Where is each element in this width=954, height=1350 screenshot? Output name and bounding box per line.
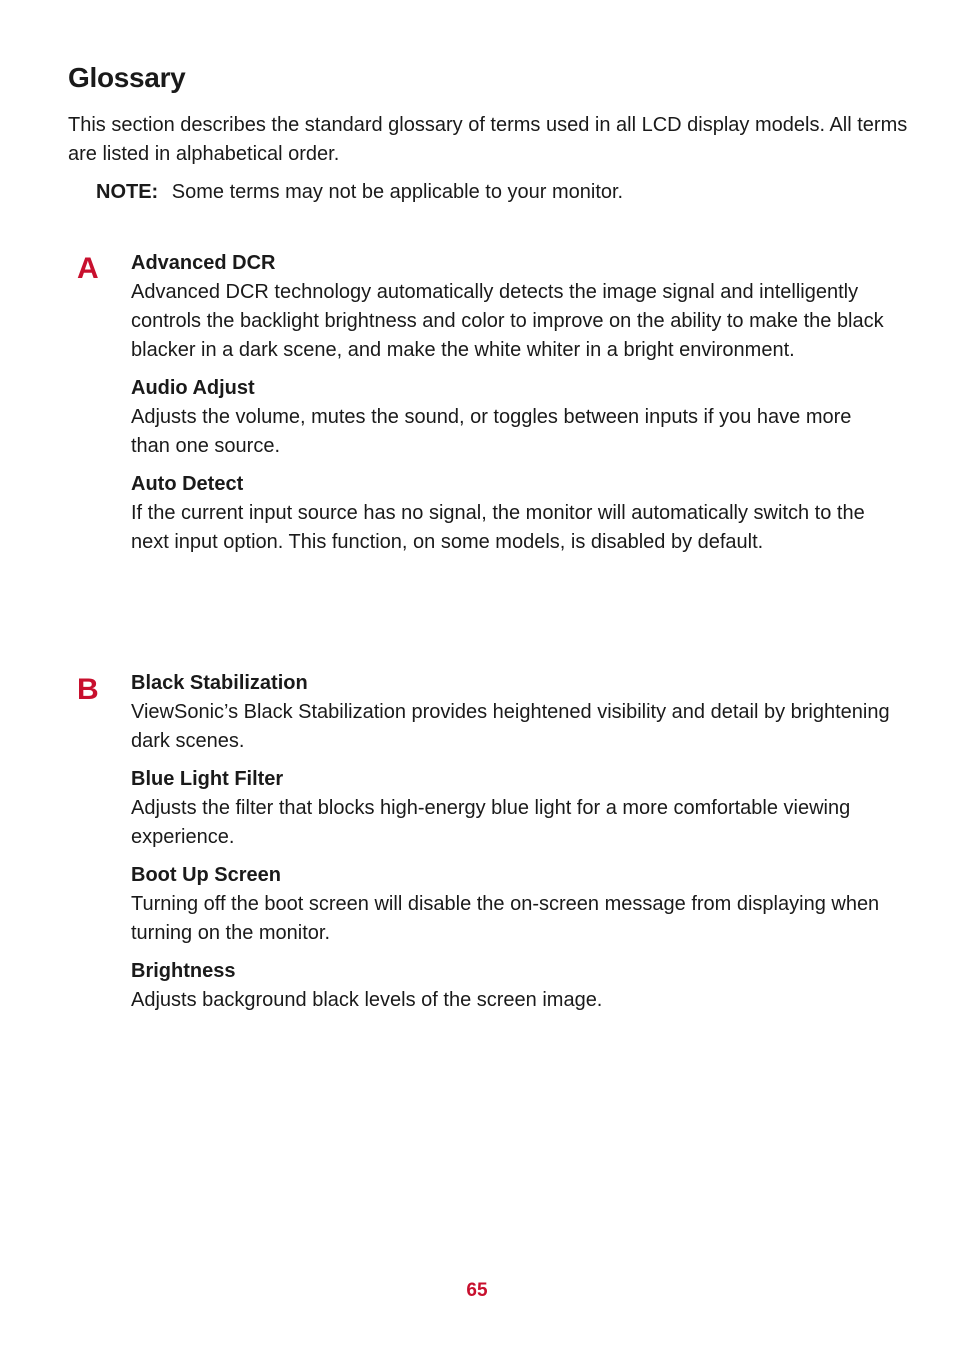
glossary-entry [131,374,891,461]
glossary-description: If the current input source has no signal, the monitor will automatically switch to the next input option. This function, on some models, is disabled by default. [131,502,865,553]
glossary-entry [131,669,891,756]
glossary-section-a [131,249,891,566]
page-title: Glossary [68,62,186,93]
glossary-description: Turning off the boot screen will disable the on-screen message from displaying when turning on the monitor. [131,893,880,944]
glossary-term: Brightness [131,960,236,982]
glossary-entry [131,957,891,1015]
glossary-description: Adjusts background black levels of the screen image. [131,989,603,1011]
glossary-term: Auto Detect [131,473,244,495]
glossary-term: Boot Up Screen [131,864,282,886]
glossary-description: ViewSonic’s Black Stabilization provides heightened visibility and detail by brightening dark scenes. [131,701,890,752]
glossary-description: Adjusts the filter that blocks high-energy blue light for a more comfortable viewing experience. [131,797,851,848]
note [96,178,623,207]
note-label: NOTE: [96,181,159,203]
glossary-description: Adjusts the volume, mutes the sound, or toggles between inputs if you have more than one source. [131,406,852,457]
glossary-entry [131,861,891,948]
glossary-section-b [131,669,891,1024]
glossary-entry [131,765,891,852]
glossary-entry [131,470,891,557]
section-letter-a: A [77,252,99,285]
glossary-term: Blue Light Filter [131,768,284,790]
section-letter-b: B [77,673,99,706]
glossary-description: Advanced DCR technology automatically detects the image signal and intelligently controls the backlight brightness and color to improve on the ability to make the black blacker in a dark scene, and make the white whiter in a bright environment. [131,281,884,361]
glossary-term: Audio Adjust [131,377,255,399]
intro-paragraph: This section describes the standard glossary of terms used in all LCD display models. All terms are listed in alphabetical order. [68,114,908,165]
glossary-term: Advanced DCR [131,252,276,274]
page-number: 65 [466,1280,488,1301]
glossary-entry [131,249,891,365]
note-text: Some terms may not be applicable to your monitor. [171,181,624,203]
glossary-term: Black Stabilization [131,672,308,694]
